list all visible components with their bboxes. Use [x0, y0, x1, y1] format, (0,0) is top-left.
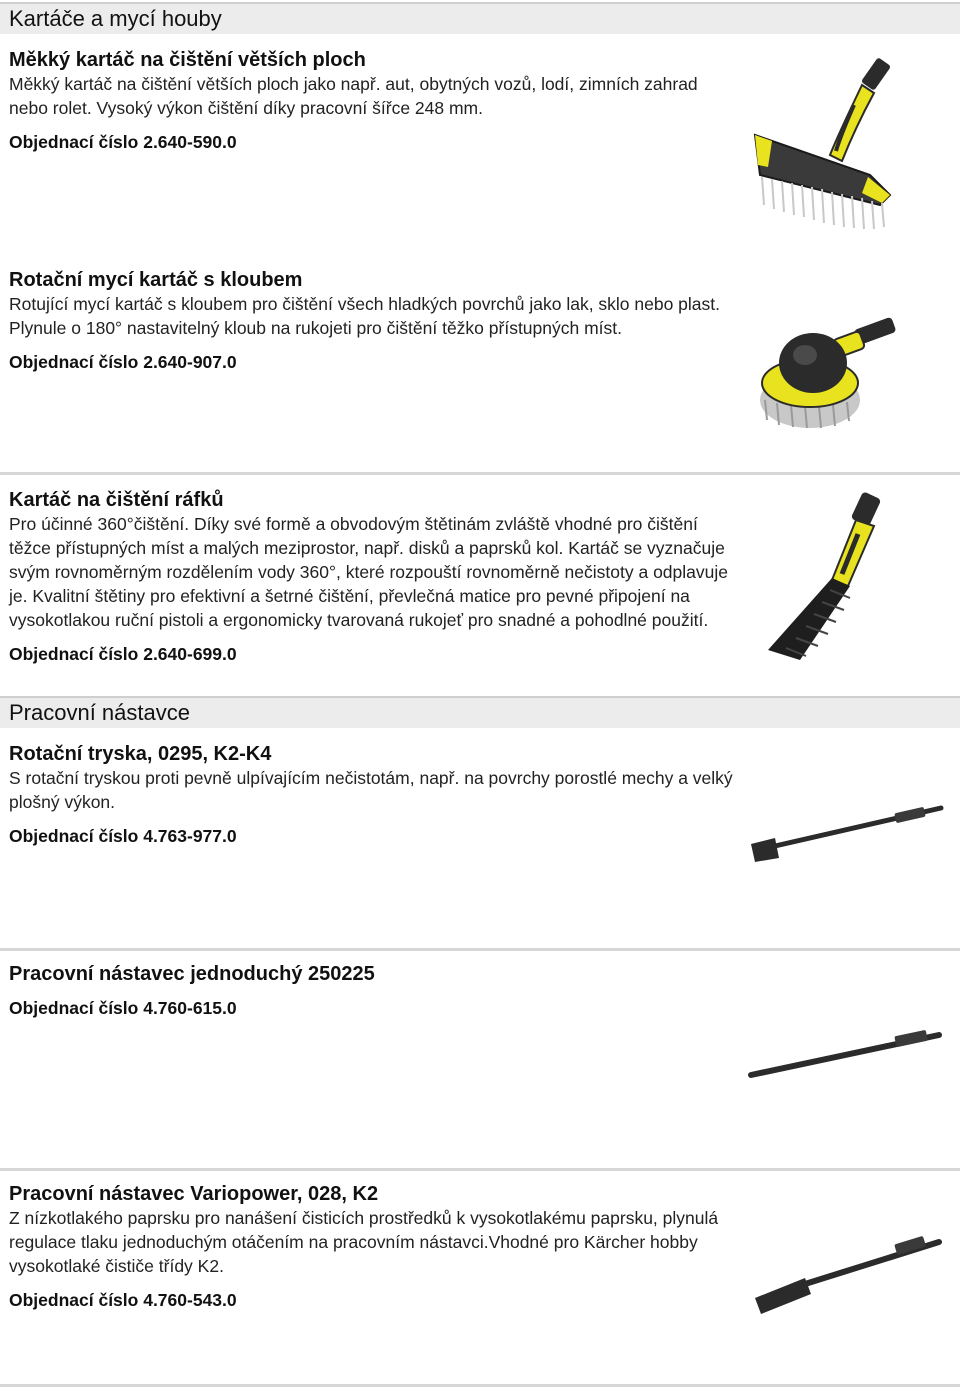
- product-description: S rotační tryskou proti pevně ulpívajícím nečistotám, např. na povrchy porostlé mechy a velký plošný výkon.: [9, 768, 733, 812]
- rotary-nozzle-icon: [745, 800, 945, 870]
- order-number: Objednací číslo 2.640-699.0: [9, 644, 237, 664]
- order-number: Objednací číslo 4.763-977.0: [9, 826, 237, 846]
- product-title: Pracovní nástavec jednoduchý 250225: [9, 963, 375, 985]
- product-variopower-lance: [9, 1182, 739, 1312]
- product-description: Z nízkotlakého paprsku pro nanášení čisticích prostředků k vysokotlakému paprsku, plynulá regulace tlaku jednoduchým otáčením na pracovním nástavci.Vhodné pro Kärcher hobby vysokotlaké čističe třídy K2.: [9, 1208, 719, 1276]
- order-number: Objednací číslo 2.640-907.0: [9, 352, 237, 372]
- product-rotary-nozzle: [9, 742, 739, 848]
- variopower-lance-icon: [745, 1230, 945, 1320]
- divider: [0, 472, 960, 475]
- product-title: Měkký kartáč na čištění větších ploch: [9, 49, 366, 71]
- product-rim-brush: [9, 488, 739, 666]
- product-title: Kartáč na čištění ráfků: [9, 489, 224, 511]
- product-description: Rotující mycí kartáč s kloubem pro čištění všech hladkých povrchů jako lak, sklo nebo plast. Plynule o 180° nastavitelný kloub na rukojeti pro čištění těžko přístupných míst.: [9, 294, 721, 338]
- product-spray-lance: [9, 962, 739, 1020]
- divider: [0, 948, 960, 951]
- spray-lance-icon: [745, 1025, 945, 1085]
- soft-wash-brush-icon: [750, 55, 900, 235]
- product-description: Pro účinné 360°čištění. Díky své formě a obvodovým štětinám zvláště vhodné pro čištění těžce přístupných míst a malých meziprostor, např. disků a paprsků kol. Kartáč se vyznačuje svým rovnoměrným rozdělením vody 360°, které rozpouští rovnoměrně nečistoty a odplavuje je. Kvalitní štětiny pro efektivní a šetrné čištění, převlečná matice pro pevné připojení na vysokotlakou ruční pistoli a ergonomicky tvarovaná rukojeť pro snadné a pohodlné použití.: [9, 514, 728, 630]
- product-title: Pracovní nástavec Variopower, 028, K2: [9, 1183, 379, 1205]
- rotary-brush-icon: [755, 305, 905, 435]
- section-heading: Kartáče a mycí houby: [0, 2, 960, 34]
- order-number: Objednací číslo 4.760-615.0: [9, 998, 237, 1018]
- order-number: Objednací číslo 4.760-543.0: [9, 1290, 237, 1310]
- product-rotary-brush: [9, 268, 739, 374]
- product-title: Rotační mycí kartáč s kloubem: [9, 269, 303, 291]
- divider: [0, 1168, 960, 1171]
- product-soft-brush: [9, 48, 739, 154]
- product-description: Měkký kartáč na čištění větších ploch jako např. aut, obytných vozů, lodí, zimních zahrad nebo rolet. Vysoký výkon čištění díky pracovní šířce 248 mm.: [9, 74, 698, 118]
- product-title: Rotační tryska, 0295, K2-K4: [9, 743, 272, 765]
- divider: [0, 1384, 960, 1387]
- section-heading: Pracovní nástavce: [0, 696, 960, 728]
- rim-brush-icon: [760, 490, 910, 670]
- order-number: Objednací číslo 2.640-590.0: [9, 132, 237, 152]
